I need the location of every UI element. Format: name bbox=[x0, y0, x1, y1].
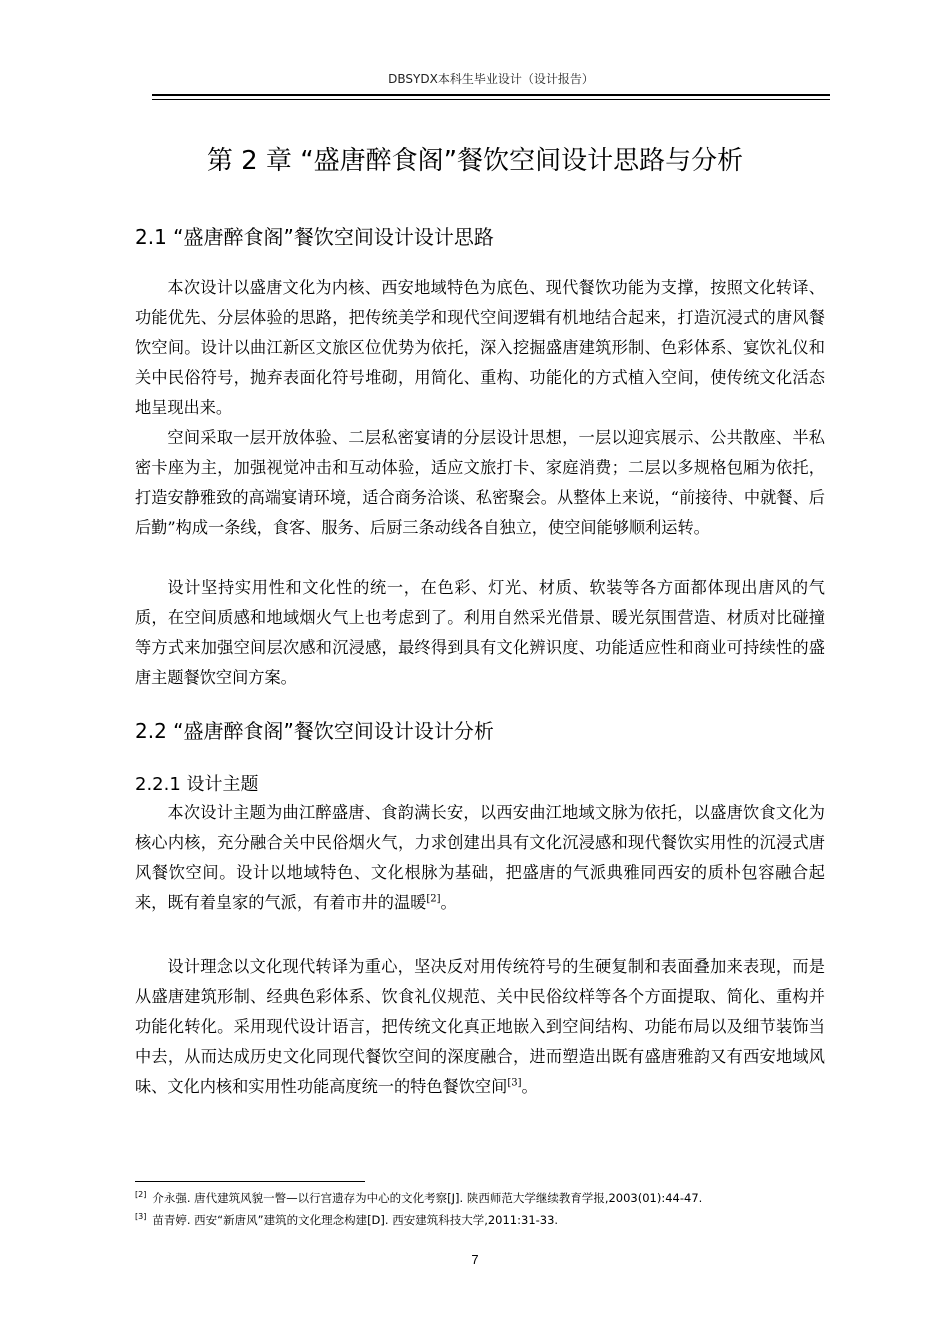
section-2-2-heading: 2.2 “盛唐醉食阁”餐饮空间设计设计分析 bbox=[135, 719, 494, 743]
subsection-2-2-1-heading: 2.2.1 设计主题 bbox=[135, 774, 259, 795]
section-2-1-heading: 2.1 “盛唐醉食阁”餐饮空间设计设计思路 bbox=[135, 225, 494, 249]
paragraph-end: 。 bbox=[521, 1077, 538, 1096]
section-2-1-paragraph-3: 设计坚持实用性和文化性的统一，在色彩、灯光、材质、软装等各方面都体现出唐风的气质，在空间质感和地域烟火气上也考虑到了。利用自然采光借景、暖光氛围营造、材质对比碰撞等方式来加强空间层次感和沉浸感，最终得到具有文化辨识度、功能适应性和商业可持续性的盛唐主题餐饮空间方案。 bbox=[135, 578, 825, 687]
footnote-separator bbox=[135, 1181, 365, 1182]
chapter-title: 第 2 章 “盛唐醉食阁”餐饮空间设计思路与分析 bbox=[206, 146, 744, 176]
section-2-2-paragraph-1 bbox=[135, 798, 825, 918]
paragraph-text: 本次设计主题为曲江醉盛唐、食韵满长安，以西安曲江地域文脉为依托，以盛唐饮食文化为核心内核，充分融合关中民俗烟火气，力求创建出具有文化沉浸感和现代餐饮实用性的沉浸式唐风餐饮空间。设计以地域特色、文化根脉为基础，把盛唐的气派典雅同西安的质朴包容融合起来，既有着皇家的气派，有着市井的温暖 bbox=[135, 803, 825, 912]
header-rule-thin bbox=[152, 99, 830, 100]
footnote-mark: [3] bbox=[135, 1212, 147, 1222]
section-2-1-paragraph-2: 空间采取一层开放体验、二层私密宴请的分层设计思想，一层以迎宾展示、公共散座、半私密卡座为主，加强视觉冲击和互动体验，适应文旅打卡、家庭消费；二层以多规格包厢为依托，打造安静雅致的高端宴请环境，适合商务洽谈、私密聚会。从整体上来说，“前接待、中就餐、后后勤”构成一条线，食客、服务、后厨三条动线各自独立，使空间能够顺利运转。 bbox=[135, 428, 825, 537]
header-rule-thick bbox=[152, 94, 830, 96]
section-2-2-paragraph-2 bbox=[135, 952, 825, 1102]
footnote-text: 介永强. 唐代建筑风貌一瞥—以行宫遗存为中心的文化考察[J]. 陕西师范大学继续教育学报,2003(01):44-47. bbox=[152, 1191, 703, 1205]
footnote-mark: [2] bbox=[135, 1190, 147, 1200]
footnote-2 bbox=[135, 1190, 702, 1206]
paragraph-end: 。 bbox=[440, 893, 457, 912]
page-number: 7 bbox=[471, 1252, 479, 1267]
footnote-text: 苗青婷. 西安“新唐风”建筑的文化理念构建[D]. 西安建筑科技大学,2011:31-33. bbox=[152, 1213, 559, 1227]
section-2-1-paragraph-1: 本次设计以盛唐文化为内核、西安地域特色为底色、现代餐饮功能为支撑，按照文化转译、功能优先、分层体验的思路，把传统美学和现代空间逻辑有机地结合起来，打造沉浸式的唐风餐饮空间。设计以曲江新区文旅区位优势为依托，深入挖掘盛唐建筑形制、色彩体系、宴饮礼仪和关中民俗符号，抛弃表面化符号堆砌，用简化、重构、功能化的方式植入空间，使传统文化活态地呈现出来。 bbox=[135, 278, 825, 417]
citation-ref: [2] bbox=[426, 893, 441, 905]
footnote-3 bbox=[135, 1212, 558, 1228]
running-header: DBSYDX本科生毕业设计（设计报告） bbox=[388, 72, 594, 86]
paragraph-text: 设计理念以文化现代转译为重心，坚决反对用传统符号的生硬复制和表面叠加来表现，而是从盛唐建筑形制、经典色彩体系、饮食礼仪规范、关中民俗纹样等各个方面提取、简化、重构并功能化转化。采用现代设计语言，把传统文化真正地嵌入到空间结构、功能布局以及细节装饰当中去，从而达成历史文化同现代餐饮空间的深度融合，进而塑造出既有盛唐雅韵又有西安地域风味、文化内核和实用性功能高度统一的特色餐饮空间 bbox=[135, 957, 825, 1096]
citation-ref: [3] bbox=[507, 1077, 522, 1089]
